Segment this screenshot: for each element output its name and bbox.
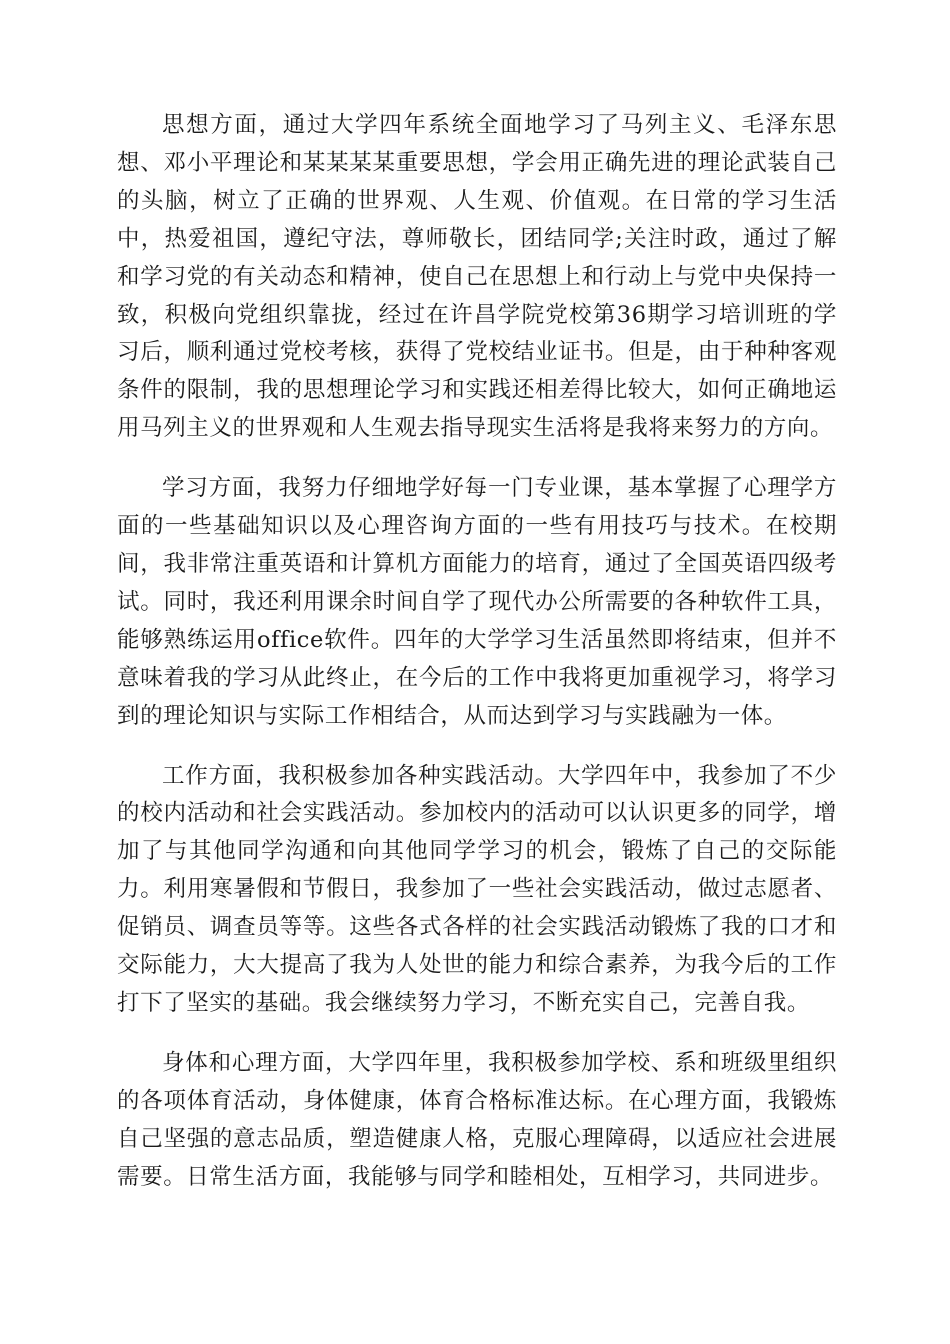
paragraph-study: 学习方面，我努力仔细地学好每一门专业课，基本掌握了心理学方面的一些基础知识以及心理咨询方面的一些有用技巧与技术。在校期间，我非常注重英语和计算机方面能力的培育，通过了全国英语四级考试。同时，我还利用课余时间自学了现代办公所需要的各种软件工具，能够熟练运用office软件。四年的大学学习生活虽然即将结束，但并不意味着我的学习从此终止，在今后的工作中我将更加重视学习，将学习到的理论知识与实际工作相结合，从而达到学习与实践融为一体。 — [117, 475, 837, 729]
paragraph-ideology: 思想方面，通过大学四年系统全面地学习了马列主义、毛泽东思想、邓小平理论和某某某某重要思想，学会用正确先进的理论武装自己的头脑，树立了正确的世界观、人生观、价值观。在日常的学习生活中，热爱祖国，遵纪守法，尊师敬长，团结同学;关注时政，通过了解和学习党的有关动态和精神，使自己在思想上和行动上与党中央保持一致，积极向党组织靠拢，经过在许昌学院党校第36期学习培训班的学习后，顺利通过党校考核，获得了党校结业证书。但是，由于种种客观条件的限制，我的思想理论学习和实践还相差得比较大，如何正确地运用马列主义的世界观和人生观去指导现实生活将是我将来努力的方向。 — [117, 112, 837, 442]
paragraph-work: 工作方面，我积极参加各种实践活动。大学四年中，我参加了不少的校内活动和社会实践活动。参加校内的活动可以认识更多的同学，增加了与其他同学沟通和向其他同学学习的机会，锻炼了自己的交际能力。利用寒暑假和节假日，我参加了一些社会实践活动，做过志愿者、促销员、调查员等等。这些各式各样的社会实践活动锻炼了我的口才和交际能力，大大提高了我为人处世的能力和综合素养，为我今后的工作打下了坚实的基础。我会继续努力学习，不断充实自己，完善自我。 — [117, 762, 837, 1016]
document-body — [117, 107, 837, 1218]
paragraph-health: 身体和心理方面，大学四年里，我积极参加学校、系和班级里组织的各项体育活动，身体健康，体育合格标准达标。在心理方面，我锻炼自己坚强的意志品质，塑造健康人格，克服心理障碍，以适应社会进展需要。日常生活方面，我能够与同学和睦相处，互相学习，共同进步。 — [117, 1049, 837, 1190]
